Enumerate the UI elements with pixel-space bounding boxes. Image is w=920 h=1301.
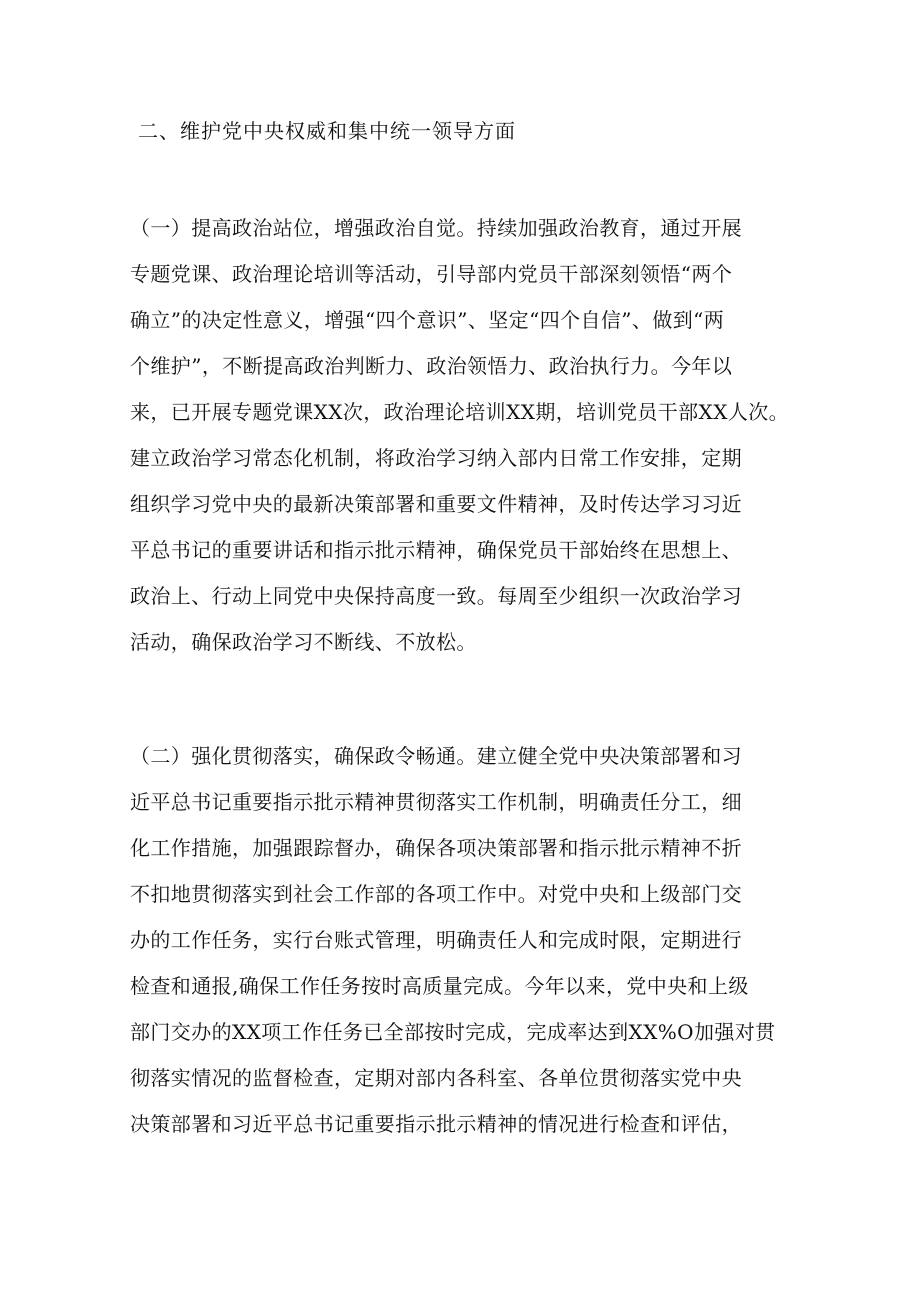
paragraph-line: 平总书记的重要讲话和指示批示精神，确保党员干部始终在思想上、 <box>130 538 742 562</box>
paragraph-line: 活动，确保政治学习不断线、不放松。 <box>130 630 477 654</box>
paragraph-line: 组织学习党中央的最新决策部署和重要文件精神，及时传达学习习近 <box>130 492 742 516</box>
paragraph-line: 不扣地贯彻落实到社会工作部的各项工作中。对党中央和上级部门交 <box>130 882 742 906</box>
paragraph-line: 政治上、行动上同党中央保持高度一致。每周至少组织一次政治学习 <box>130 584 742 608</box>
paragraph-line: 决策部署和习近平总书记重要指示批示精神的情况进行检查和评估， <box>130 1112 742 1136</box>
paragraph-line: 专题党课、政治理论培训等活动，引导部内党员干部深刻领悟“两个 <box>130 262 733 286</box>
paragraph-line: 部门交办的XX项工作任务已全部按时完成，完成率达到XX%O加强对贯 <box>130 1020 776 1044</box>
section-heading: 二、维护党中央权威和集中统一领导方面 <box>138 119 516 143</box>
paragraph-line: 办的工作任务，实行台账式管理，明确责任人和完成时限，定期进行 <box>130 928 742 952</box>
paragraph-line: （一）提高政治站位，增强政治自觉。持续加强政治教育，通过开展 <box>130 216 742 240</box>
paragraph-line: 检查和通报,确保工作任务按时高质量完成。今年以来，党中央和上级 <box>130 974 749 998</box>
paragraph-line: 化工作措施，加强跟踪督办，确保各项决策部署和指示批示精神不折 <box>130 836 742 860</box>
paragraph-line: （二）强化贯彻落实，确保政令畅通。建立健全党中央决策部署和习 <box>130 744 742 768</box>
paragraph-line: 确立”的决定性意义，增强“四个意识”、坚定“四个自信”、做到“两 <box>130 308 725 332</box>
paragraph-line: 彻落实情况的监督检查，定期对部内各科室、各单位贯彻落实党中央 <box>130 1066 742 1090</box>
paragraph-political-stance <box>130 205 789 665</box>
paragraph-implementation <box>130 733 776 1147</box>
paragraph-line: 个维护”，不断提高政治判断力、政治领悟力、政治执行力。今年以 <box>130 354 733 378</box>
paragraph-line: 近平总书记重要指示批示精神贯彻落实工作机制，明确责任分工，细 <box>130 790 742 814</box>
paragraph-line: 建立政治学习常态化机制，将政治学习纳入部内日常工作安排，定期 <box>130 446 742 470</box>
paragraph-line: 来，已开展专题党课XX次，政治理论培训XX期，培训党员干部XX人次。 <box>130 400 790 424</box>
